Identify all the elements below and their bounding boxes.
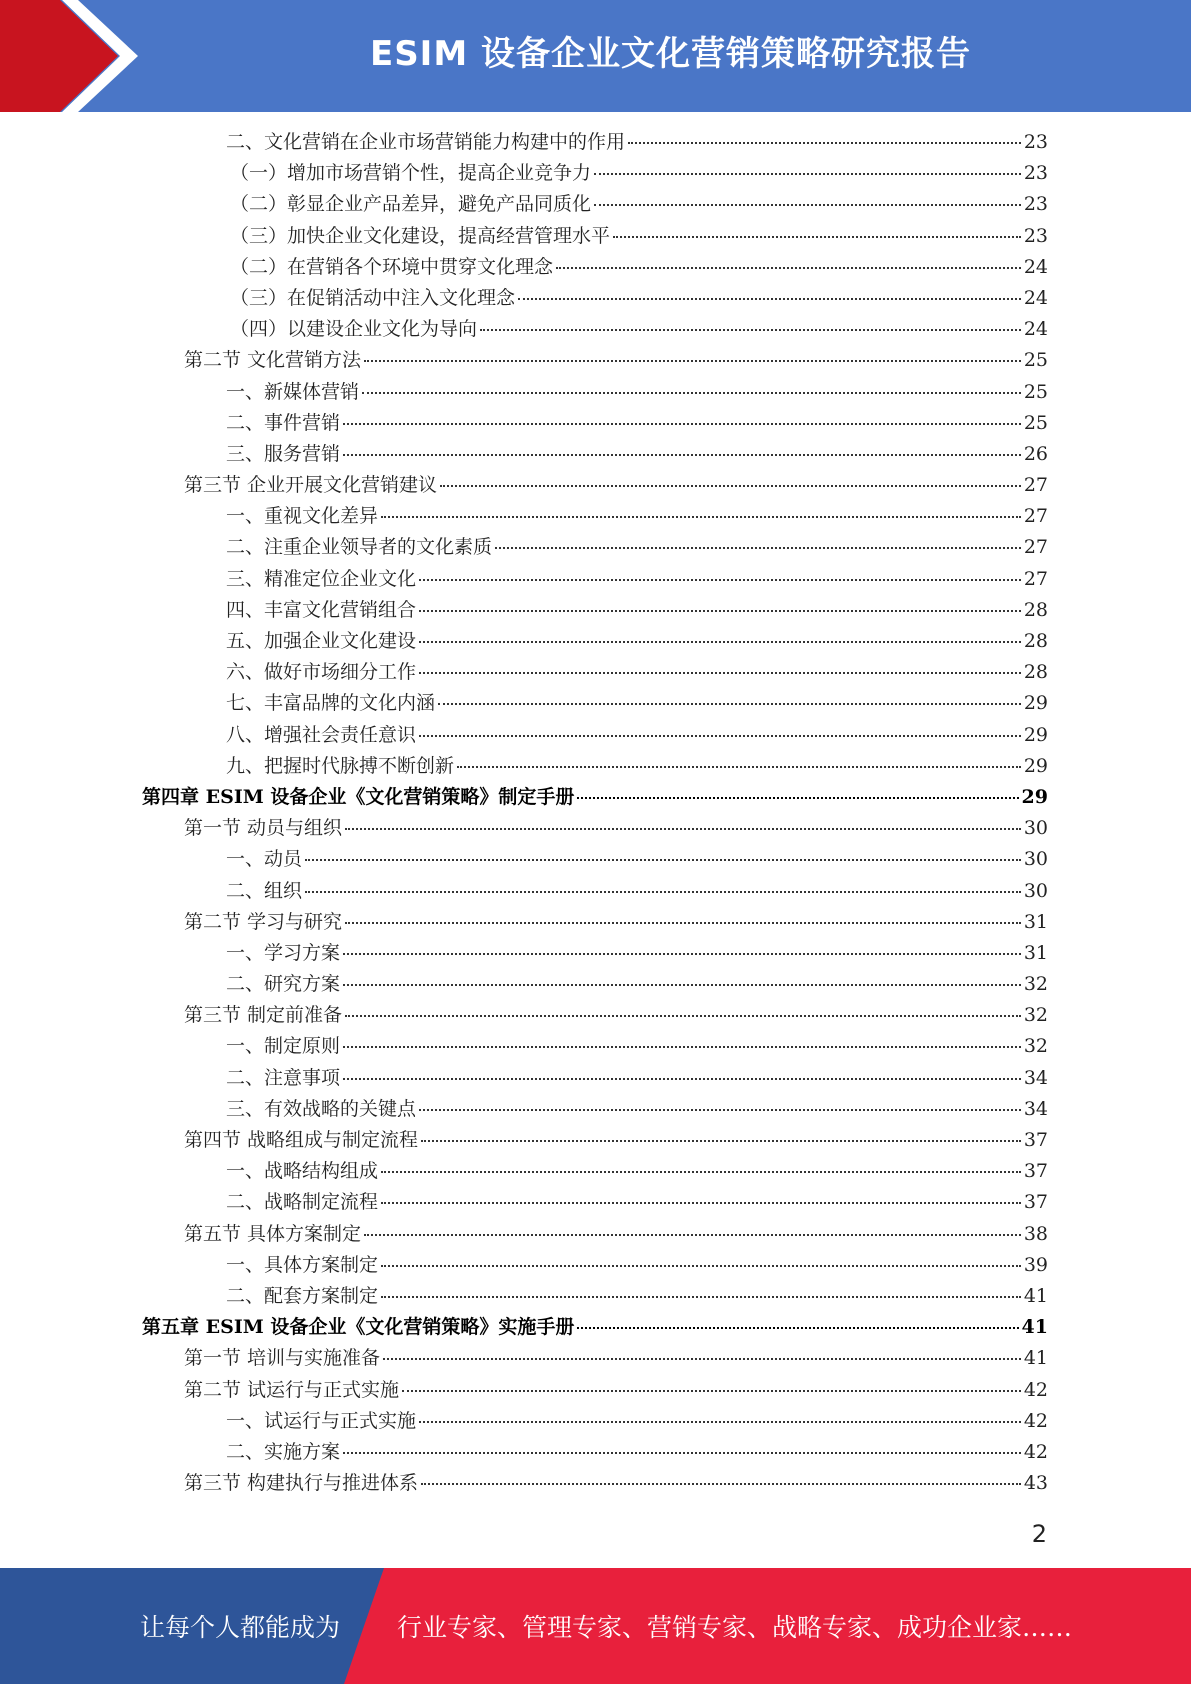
toc-entry[interactable] <box>142 1125 1048 1156</box>
toc-entry-page: 42 <box>1023 1440 1048 1463</box>
toc-entry[interactable] <box>142 158 1048 189</box>
toc-dot-leader <box>305 891 1021 893</box>
toc-entry[interactable] <box>142 1343 1048 1374</box>
toc-entry-page: 24 <box>1023 286 1048 309</box>
toc-dot-leader <box>364 1234 1021 1236</box>
toc-entry[interactable] <box>142 1250 1048 1281</box>
toc-entry[interactable] <box>142 439 1048 470</box>
toc-entry-title: 第三节 企业开展文化营销建议 <box>184 474 438 497</box>
report-title: ESIM 设备企业文化营销策略研究报告 <box>369 34 972 74</box>
toc-dot-leader <box>419 579 1021 581</box>
toc-entry[interactable] <box>142 127 1048 158</box>
toc-entry-title: （三）加快企业文化建设，提高经营管理水平 <box>230 224 611 247</box>
toc-entry[interactable] <box>142 532 1048 563</box>
footer-slogan-left: 让每个人都能成为 <box>140 1613 341 1642</box>
toc-entry-title: 第四节 战略组成与制定流程 <box>184 1129 419 1151</box>
toc-entry[interactable] <box>142 688 1048 719</box>
toc-entry-page: 30 <box>1023 879 1048 902</box>
toc-entry[interactable] <box>142 314 1048 345</box>
toc-entry[interactable] <box>142 1000 1048 1031</box>
toc-entry-title: 八、增强社会责任意识 <box>226 723 417 746</box>
toc-entry[interactable] <box>142 595 1048 626</box>
toc-entry-title: 第二节 文化营销方法 <box>184 349 362 372</box>
toc-dot-leader <box>419 1421 1021 1423</box>
toc-entry-page: 41 <box>1023 1347 1048 1370</box>
toc-entry-title: 二、注意事项 <box>226 1066 341 1089</box>
toc-dot-leader <box>440 485 1021 487</box>
toc-entry-page: 37 <box>1023 1191 1048 1214</box>
toc-dot-leader <box>343 454 1021 456</box>
toc-dot-leader <box>495 547 1021 549</box>
toc-dot-leader <box>345 1015 1021 1017</box>
toc-entry-title: 五、加强企业文化建设 <box>226 630 417 652</box>
toc-dot-leader <box>419 1109 1021 1111</box>
toc-entry[interactable] <box>142 1031 1048 1062</box>
toc-entry-page: 32 <box>1023 1004 1048 1027</box>
toc-entry-title: 一、重视文化差异 <box>226 505 379 528</box>
toc-entry-title: 第二节 试运行与正式实施 <box>184 1378 400 1401</box>
toc-entry[interactable] <box>142 1468 1048 1499</box>
toc-entry[interactable] <box>142 345 1048 376</box>
toc-entry[interactable] <box>142 1375 1048 1406</box>
toc-entry-page: 28 <box>1023 630 1048 652</box>
toc-dot-leader <box>343 1452 1021 1454</box>
toc-entry-title: 第一节 培训与实施准备 <box>184 1347 381 1370</box>
toc-entry-page: 42 <box>1023 1378 1048 1401</box>
toc-entry[interactable] <box>142 813 1048 844</box>
toc-entry-page: 31 <box>1023 910 1048 933</box>
toc-entry-page: 24 <box>1023 318 1048 341</box>
toc-entry-title: （二）在营销各个环境中贯穿文化理念 <box>230 255 554 278</box>
toc-entry[interactable] <box>142 189 1048 220</box>
toc-entry[interactable] <box>142 1219 1048 1250</box>
toc-entry-page: 25 <box>1023 411 1048 434</box>
toc-entry-page: 32 <box>1023 1035 1048 1058</box>
toc-entry[interactable] <box>142 1094 1048 1125</box>
toc-entry-title: 一、试运行与正式实施 <box>226 1409 417 1432</box>
toc-entry-title: 七、丰富品牌的文化内涵 <box>226 692 436 715</box>
toc-entry-page: 27 <box>1023 505 1048 528</box>
toc-dot-leader <box>421 1140 1021 1142</box>
toc-entry-page: 27 <box>1023 474 1048 497</box>
toc-dot-leader <box>556 267 1021 269</box>
toc-entry-title: 二、事件营销 <box>226 411 341 434</box>
toc-entry-title: 第二节 学习与研究 <box>184 910 343 933</box>
toc-dot-leader <box>480 329 1021 331</box>
toc-entry-page: 30 <box>1023 848 1048 871</box>
toc-dot-leader <box>381 1202 1021 1204</box>
toc-dot-leader <box>383 1358 1021 1360</box>
toc-entry-page: 29 <box>1023 692 1048 715</box>
toc-entry[interactable] <box>142 1406 1048 1437</box>
toc-entry[interactable] <box>142 470 1048 501</box>
toc-dot-leader <box>381 516 1021 518</box>
toc-entry-title: 第四章 ESIM 设备企业《文化营销策略》制定手册 <box>142 785 575 808</box>
toc-entry[interactable] <box>142 844 1048 875</box>
toc-entry-title: 一、动员 <box>226 848 303 871</box>
toc-dot-leader <box>457 766 1021 768</box>
page-number: 2 <box>1031 1520 1047 1548</box>
toc-entry-page: 29 <box>1021 785 1048 808</box>
toc-entry-page: 34 <box>1023 1066 1048 1089</box>
toc-dot-leader <box>381 1296 1021 1298</box>
toc-entry-page: 23 <box>1023 224 1048 247</box>
toc-dot-leader <box>421 1483 1021 1485</box>
toc-entry-page: 28 <box>1023 598 1048 621</box>
toc-dot-leader <box>419 641 1021 643</box>
toc-entry[interactable] <box>142 377 1048 408</box>
toc-entry-title: 第五节 具体方案制定 <box>184 1222 362 1245</box>
toc-entry[interactable] <box>142 564 1048 595</box>
toc-entry[interactable] <box>142 1281 1048 1312</box>
toc-dot-leader <box>518 298 1021 300</box>
table-of-contents <box>142 127 1048 1499</box>
toc-dot-leader <box>343 984 1021 986</box>
toc-entry[interactable] <box>142 1156 1048 1187</box>
toc-entry-title: 四、丰富文化营销组合 <box>226 598 417 621</box>
toc-entry-title: 一、战略结构组成 <box>226 1160 379 1183</box>
toc-entry-title: 二、战略制定流程 <box>226 1191 379 1214</box>
toc-dot-leader <box>419 672 1021 674</box>
toc-entry-title: 六、做好市场细分工作 <box>226 661 417 684</box>
toc-entry[interactable] <box>142 720 1048 751</box>
toc-entry-title: 三、有效战略的关键点 <box>226 1097 417 1120</box>
toc-entry[interactable] <box>142 938 1048 969</box>
toc-entry-page: 31 <box>1023 941 1048 964</box>
toc-entry[interactable] <box>142 1187 1048 1218</box>
toc-entry-page: 42 <box>1023 1409 1048 1432</box>
toc-entry-page: 37 <box>1023 1129 1048 1151</box>
toc-entry-title: 第三节 构建执行与推进体系 <box>184 1472 419 1495</box>
toc-entry-title: 二、实施方案 <box>226 1440 341 1463</box>
toc-dot-leader <box>402 1390 1021 1392</box>
toc-dot-leader <box>577 1327 1018 1329</box>
toc-dot-leader <box>364 360 1021 362</box>
toc-entry-title: 一、学习方案 <box>226 941 341 964</box>
toc-entry-page: 24 <box>1023 255 1048 278</box>
toc-entry-title: 一、新媒体营销 <box>226 380 360 403</box>
toc-entry[interactable] <box>142 626 1048 657</box>
toc-dot-leader <box>362 392 1021 394</box>
toc-entry[interactable] <box>142 1312 1048 1343</box>
toc-entry-title: 一、制定原则 <box>226 1035 341 1058</box>
toc-dot-leader <box>628 142 1021 144</box>
toc-dot-leader <box>438 703 1021 705</box>
toc-dot-leader <box>577 797 1018 799</box>
toc-entry-page: 43 <box>1023 1472 1048 1495</box>
toc-entry[interactable] <box>142 657 1048 688</box>
toc-entry-page: 34 <box>1023 1097 1048 1120</box>
toc-entry[interactable] <box>142 1063 1048 1094</box>
toc-entry[interactable] <box>142 751 1048 782</box>
toc-entry-title: 二、文化营销在企业市场营销能力构建中的作用 <box>226 131 626 153</box>
toc-entry-page: 25 <box>1023 349 1048 372</box>
toc-entry-title: 一、具体方案制定 <box>226 1253 379 1276</box>
toc-entry-page: 23 <box>1023 193 1048 216</box>
toc-entry-page: 23 <box>1023 131 1048 153</box>
toc-entry-title: 九、把握时代脉搏不断创新 <box>226 754 455 777</box>
toc-entry-page: 25 <box>1023 380 1048 403</box>
toc-entry[interactable] <box>142 252 1048 283</box>
toc-entry-page: 27 <box>1023 536 1048 559</box>
toc-entry-page: 37 <box>1023 1160 1048 1183</box>
toc-entry-title: 二、配套方案制定 <box>226 1284 379 1307</box>
toc-entry-page: 28 <box>1023 661 1048 684</box>
toc-entry-title: （二）彰显企业产品差异，避免产品同质化 <box>230 193 592 216</box>
toc-entry-title: 三、服务营销 <box>226 442 341 465</box>
toc-entry-title: 第三节 制定前准备 <box>184 1004 343 1027</box>
toc-entry-page: 41 <box>1021 1316 1048 1339</box>
toc-entry-page: 39 <box>1023 1253 1048 1276</box>
toc-dot-leader <box>343 423 1021 425</box>
toc-entry[interactable] <box>142 1437 1048 1468</box>
toc-dot-leader <box>613 236 1021 238</box>
toc-entry-title: 第五章 ESIM 设备企业《文化营销策略》实施手册 <box>142 1316 575 1339</box>
toc-dot-leader <box>594 173 1021 175</box>
toc-entry-page: 29 <box>1023 723 1048 746</box>
toc-entry-title: 二、组织 <box>226 879 303 902</box>
footer-slogan-right: 行业专家、管理专家、营销专家、战略专家、成功企业家…… <box>397 1613 1073 1642</box>
page-footer <box>0 1568 1191 1684</box>
toc-entry[interactable] <box>142 907 1048 938</box>
toc-entry-page: 38 <box>1023 1222 1048 1245</box>
toc-dot-leader <box>343 953 1021 955</box>
toc-entry-page: 26 <box>1023 442 1048 465</box>
toc-dot-leader <box>343 1078 1021 1080</box>
toc-dot-leader <box>343 1046 1021 1048</box>
toc-dot-leader <box>419 735 1021 737</box>
page-header <box>0 0 1191 112</box>
toc-entry[interactable] <box>142 501 1048 532</box>
toc-entry[interactable] <box>142 221 1048 252</box>
toc-dot-leader <box>381 1171 1021 1173</box>
toc-entry-title: （一）增加市场营销个性，提高企业竞争力 <box>230 162 592 185</box>
toc-entry[interactable] <box>142 782 1048 813</box>
toc-entry[interactable] <box>142 876 1048 907</box>
toc-entry-page: 29 <box>1023 754 1048 777</box>
toc-entry[interactable] <box>142 283 1048 314</box>
toc-entry-title: 二、注重企业领导者的文化素质 <box>226 536 493 559</box>
toc-dot-leader <box>594 204 1021 206</box>
toc-dot-leader <box>345 828 1021 830</box>
chevron-arrow-icon <box>0 0 160 112</box>
toc-entry-title: 二、研究方案 <box>226 973 341 996</box>
toc-dot-leader <box>305 859 1021 861</box>
toc-entry-title: （四）以建设企业文化为导向 <box>230 318 478 341</box>
toc-entry-page: 32 <box>1023 973 1048 996</box>
toc-dot-leader <box>345 922 1021 924</box>
toc-dot-leader <box>419 610 1021 612</box>
toc-entry[interactable] <box>142 969 1048 1000</box>
toc-entry-page: 23 <box>1023 162 1048 185</box>
toc-entry-page: 30 <box>1023 817 1048 840</box>
toc-entry[interactable] <box>142 408 1048 439</box>
toc-dot-leader <box>381 1265 1021 1267</box>
toc-entry-title: （三）在促销活动中注入文化理念 <box>230 286 516 309</box>
toc-entry-title: 第一节 动员与组织 <box>184 817 343 840</box>
toc-entry-page: 41 <box>1023 1284 1048 1307</box>
toc-entry-title: 三、精准定位企业文化 <box>226 567 417 590</box>
toc-entry-page: 27 <box>1023 567 1048 590</box>
